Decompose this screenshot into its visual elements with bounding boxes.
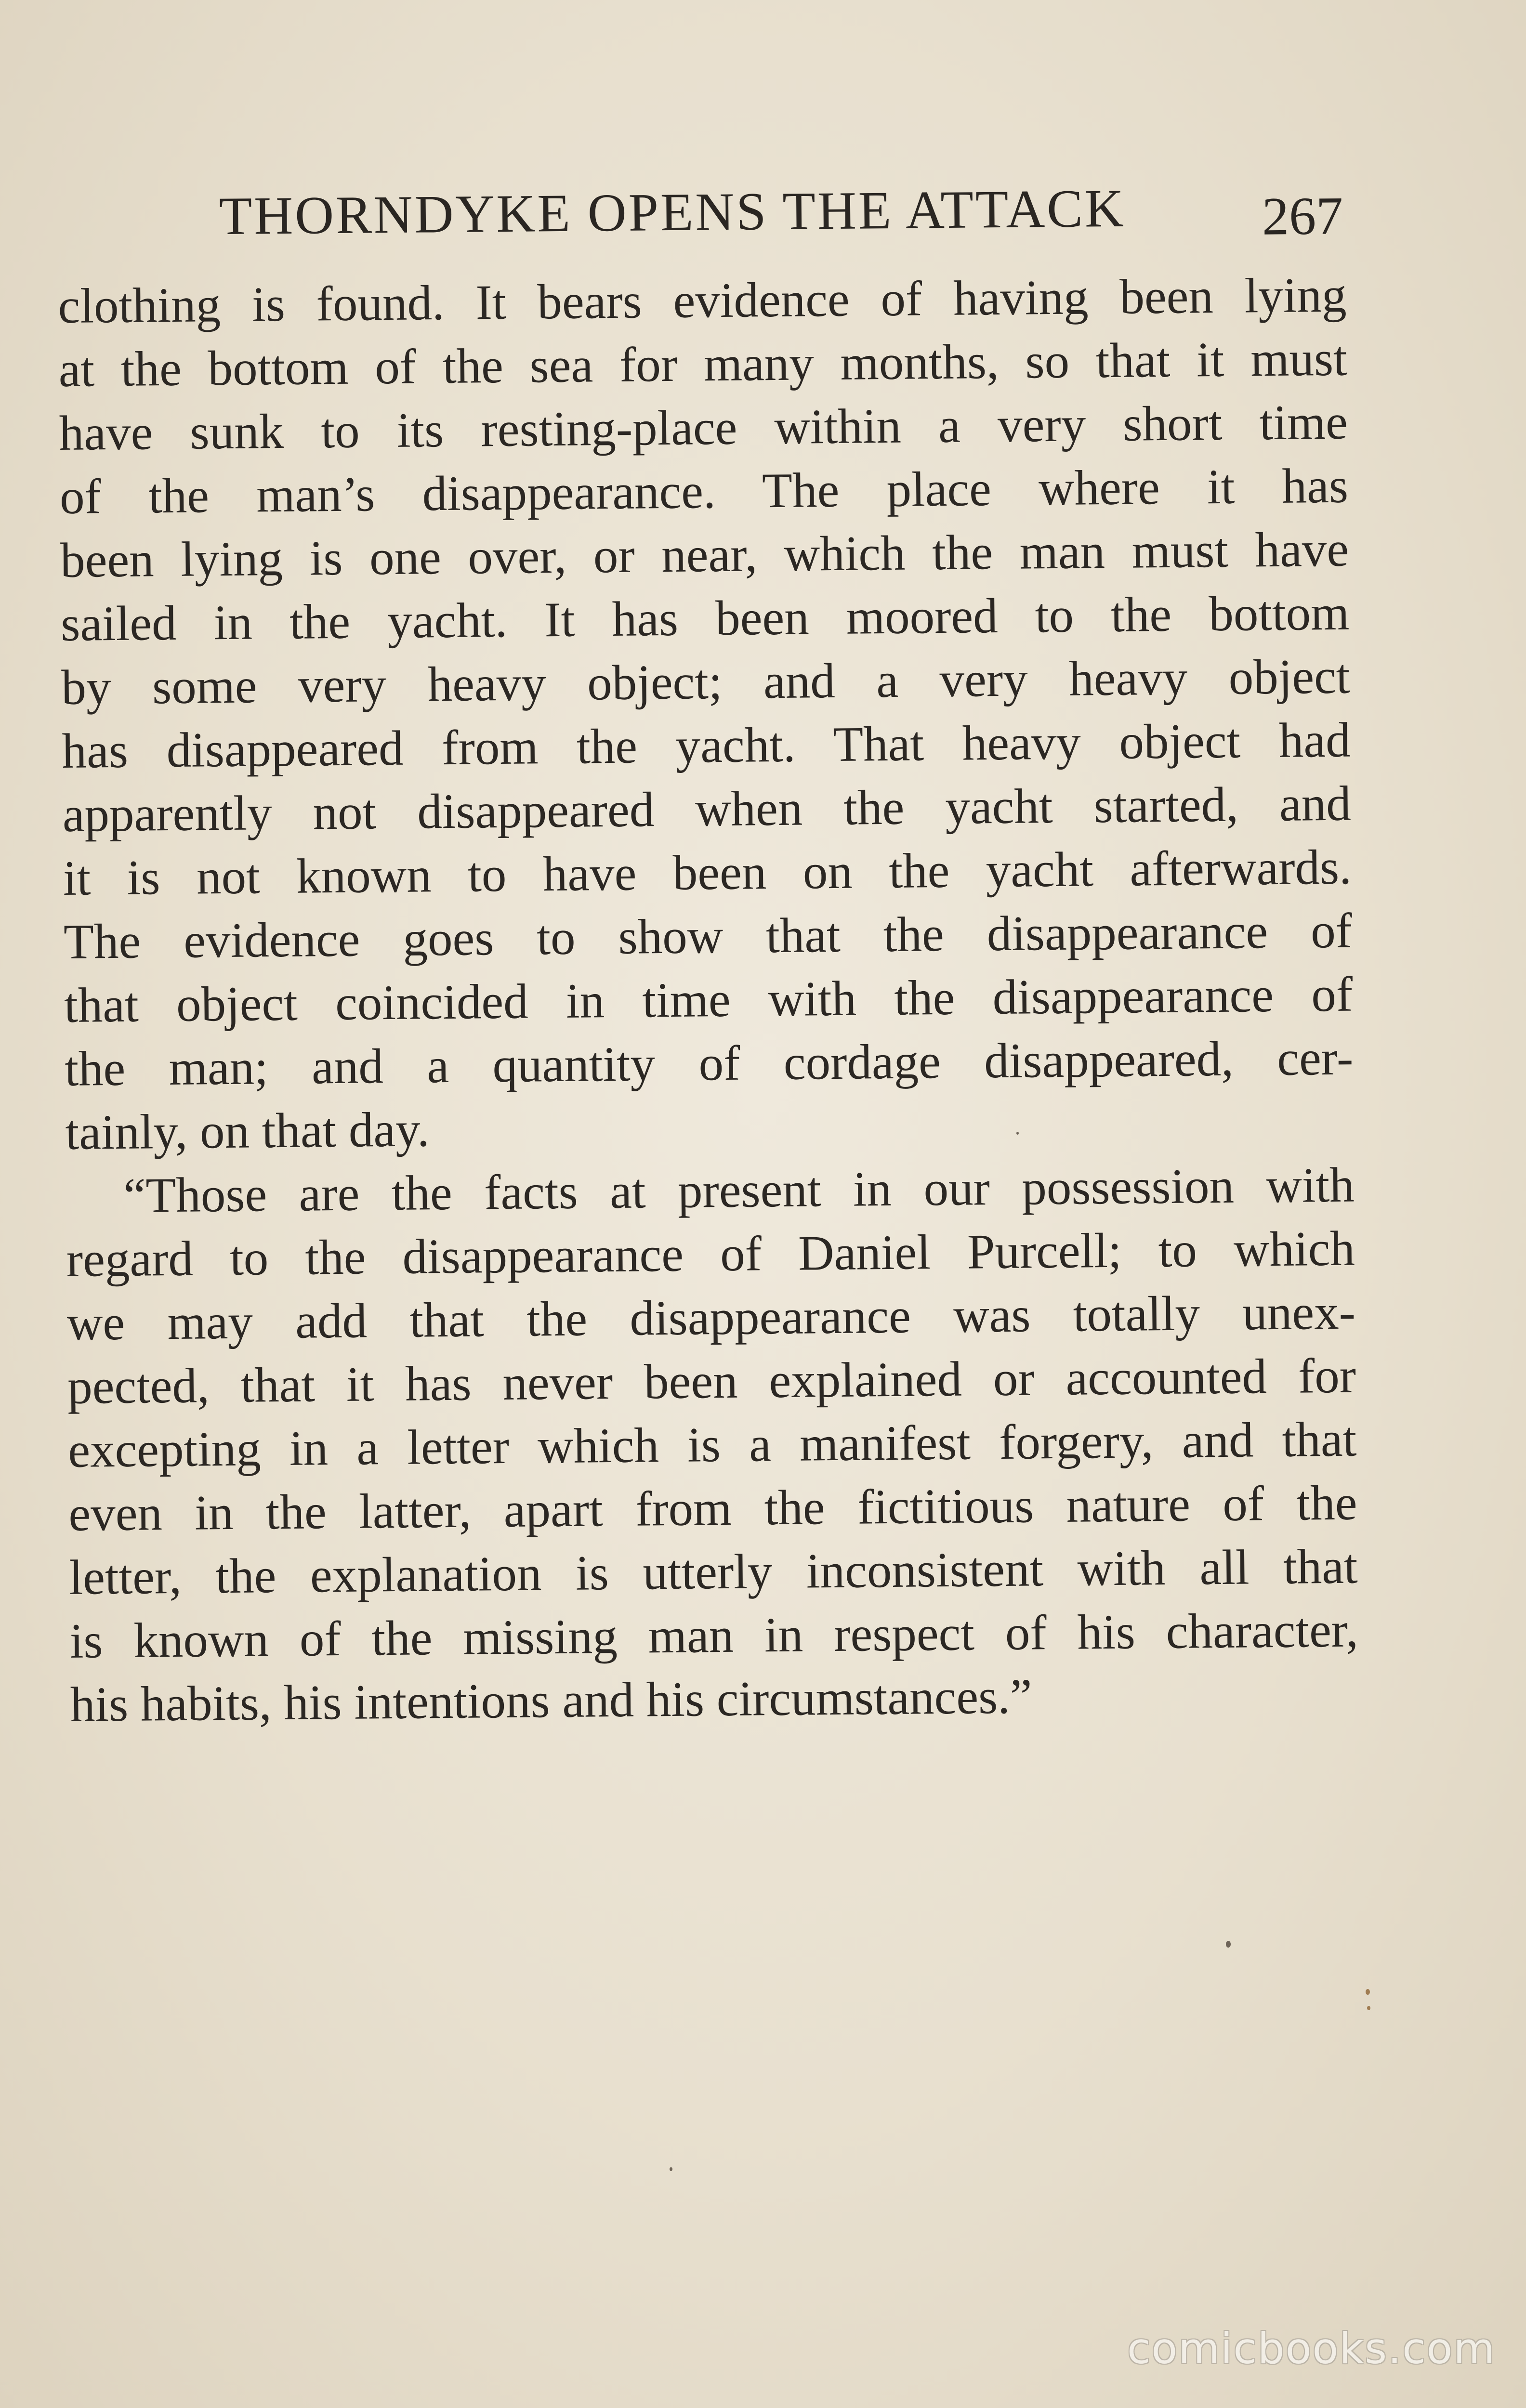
text-line: by some very heavy object; and a very heavy object	[61, 649, 1350, 715]
paragraph-2	[66, 1153, 1359, 1737]
text-line: regard to the disappearance of Daniel Purcell; to which	[66, 1221, 1355, 1287]
text-line: The evidence goes to show that the disappearance of	[63, 903, 1353, 969]
paper-speck	[1366, 1989, 1370, 1995]
text-line: excepting in a letter which is a manifest forgery, and that	[67, 1412, 1357, 1478]
page-number: 267	[1262, 186, 1343, 247]
text-line: “Those are the facts at present in our possession with	[123, 1157, 1355, 1223]
body-text	[58, 263, 1359, 1737]
paper-speck	[1367, 2006, 1370, 2010]
text-line: it is not known to have been on the yacht afterwards.	[63, 839, 1352, 906]
running-title: THORNDYKE OPENS THE ATTACK	[219, 178, 1126, 247]
text-line: sailed in the yacht. It has been moored to the bottom	[60, 585, 1350, 652]
paper-speck	[1016, 1132, 1019, 1135]
text-line: of the man’s disappearance. The place where it has	[59, 458, 1349, 524]
text-line: apparently not disappeared when the yacht started, and	[62, 776, 1352, 842]
text-line: have sunk to its resting-place within a very short time	[59, 394, 1348, 461]
text-line: his habits, his intentions and his circumstances.”	[70, 1669, 1033, 1732]
text-line: pected, that it has never been explained or accounted for	[67, 1348, 1356, 1414]
paragraph-1	[58, 263, 1354, 1165]
text-line: that object coincided in time with the disappearance of	[64, 967, 1353, 1033]
text-line: been lying is one over, or near, which the man must have	[60, 522, 1349, 588]
text-line: at the bottom of the sea for many months, so that it must	[58, 331, 1348, 397]
text-line: even in the latter, apart from the fictitious nature of the	[68, 1475, 1357, 1542]
text-line: has disappeared from the yacht. That heavy object had	[62, 712, 1351, 779]
text-line: tainly, on that day.	[65, 1102, 430, 1160]
text-line: clothing is found. It bears evidence of having been lying	[58, 267, 1347, 334]
text-line: is known of the missing man in respect of his character,	[69, 1602, 1359, 1669]
watermark: comicbooks.com	[1127, 2324, 1496, 2373]
paper-speck	[1226, 1941, 1231, 1948]
text-line: we may add that the disappearance was totally unex-	[66, 1284, 1356, 1351]
text-line: letter, the explanation is utterly inconsistent with all that	[69, 1539, 1358, 1605]
paper-speck	[670, 2167, 672, 2171]
text-line: the man; and a quantity of cordage disappeared, cer-	[64, 1030, 1354, 1097]
